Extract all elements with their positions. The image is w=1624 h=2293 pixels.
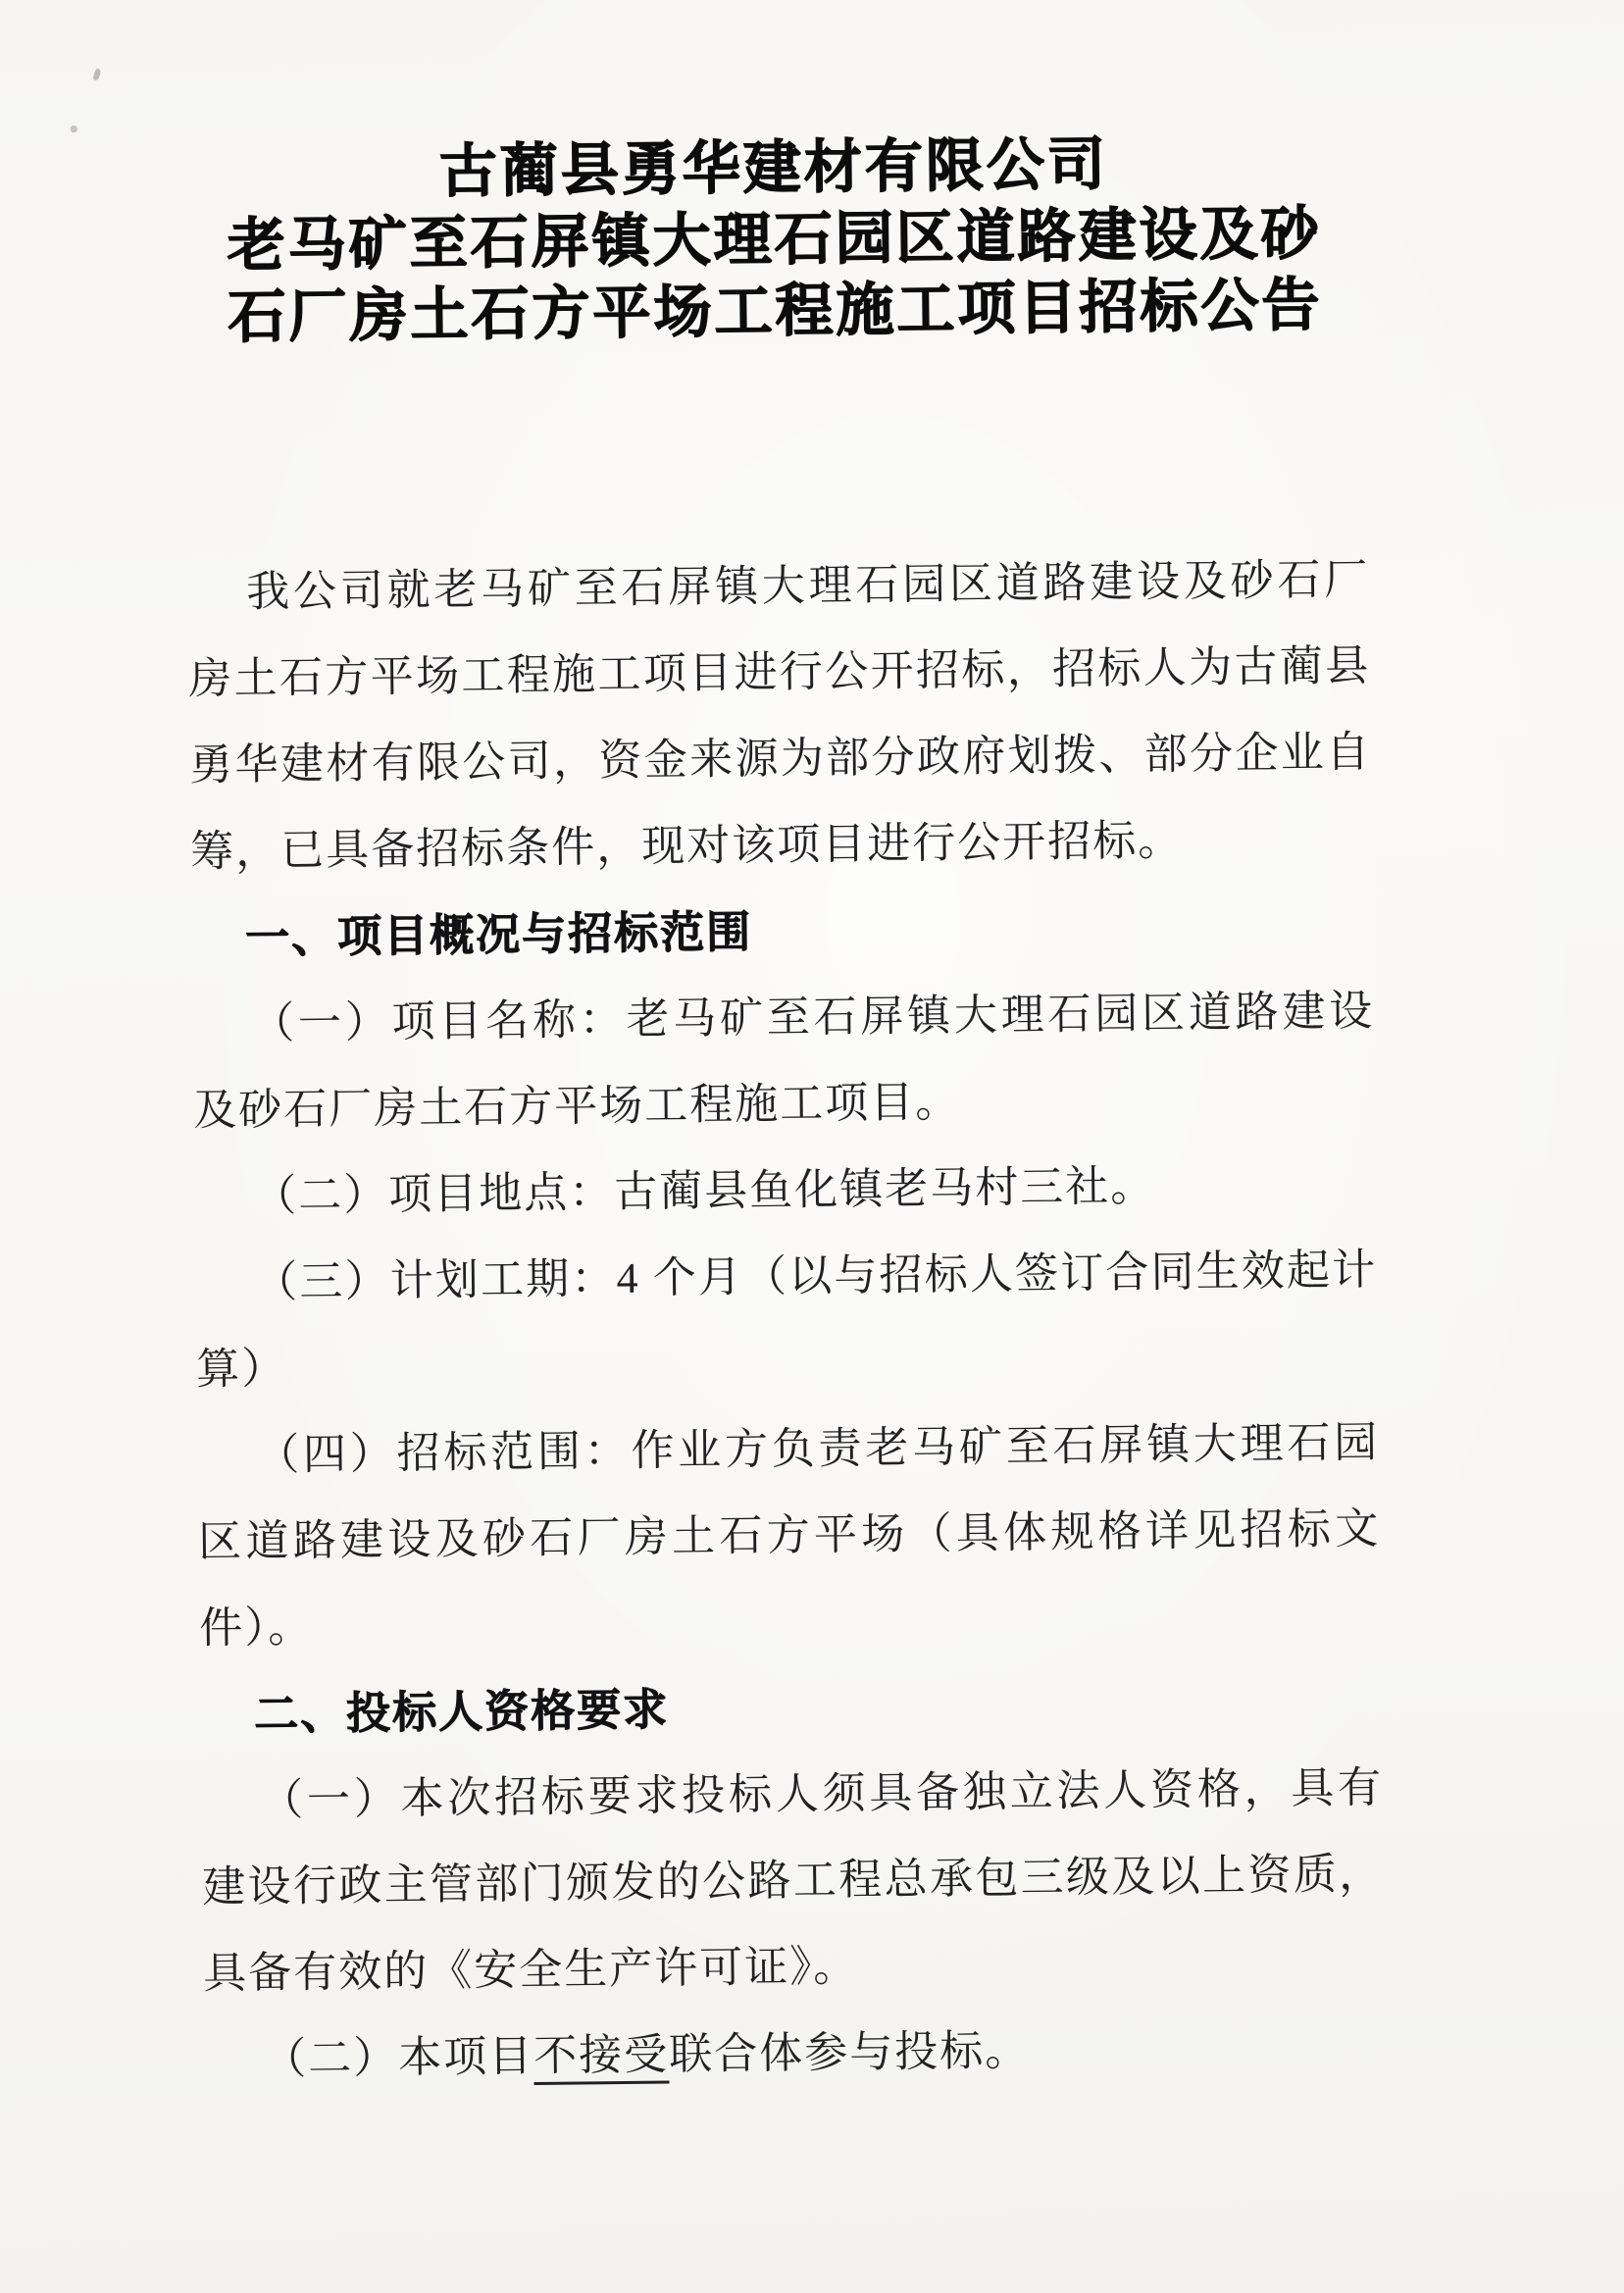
section2-item-2-suffix: 联合体参与投标。 — [668, 2026, 1031, 2079]
section1-item-2: （二）项目地点：古蔺县鱼化镇老马村三社。 — [252, 1161, 1156, 1221]
scan-speck — [70, 125, 77, 132]
section2-item-2-prefix: （二）本项目 — [262, 2032, 534, 2084]
document-title-line-1: 古蔺县勇华建材有限公司 — [438, 131, 1109, 205]
document-body — [182, 126, 1387, 2104]
section2-item-1: （一）本次招标要求投标人须具备独立法人资格，具有建设行政主管部门颁发的公路工程总承包三级及以上资质，具备有效的《安全生产许可证》。 — [201, 1763, 1385, 1998]
section1-item-4: （四）招标范围：作业方负责老马矿至石屏镇大理石园区道路建设及砂石厂房土石方平场（具体规格详见招标文件）。 — [197, 1418, 1381, 1653]
section1-item-3: （三）计划工期：4 个月（以与招标人签订合同生效起计算） — [195, 1246, 1378, 1394]
section1-heading: 一、项目概况与招标范围 — [244, 906, 753, 963]
document-title — [182, 126, 1366, 354]
section2-item-2 — [204, 2004, 1387, 2104]
document-title-line-3: 石厂房土石方平场工程施工项目招标公告 — [228, 272, 1323, 350]
section2-heading: 二、投标人资格要求 — [253, 1684, 670, 1740]
section1-item-1: （一）项目名称：老马矿至石屏镇大理石园区道路建设及砂石厂房土石方平场工程施工项目。 — [192, 987, 1375, 1135]
section2-item-2-underlined: 不接受 — [533, 2030, 670, 2081]
document-title-line-2: 老马矿至石屏镇大理石园区道路建设及砂 — [227, 200, 1323, 279]
scan-speck — [92, 68, 101, 80]
intro-paragraph: 我公司就老马矿至石屏镇大理石园区道路建设及砂石厂房土石方平场工程施工项目进行公开招标，招标人为古蔺县勇华建材有限公司，资金来源为部分政府划拨、部分企业自筹，已具备招标条件，现对该项目进行公开招标。 — [187, 555, 1372, 876]
